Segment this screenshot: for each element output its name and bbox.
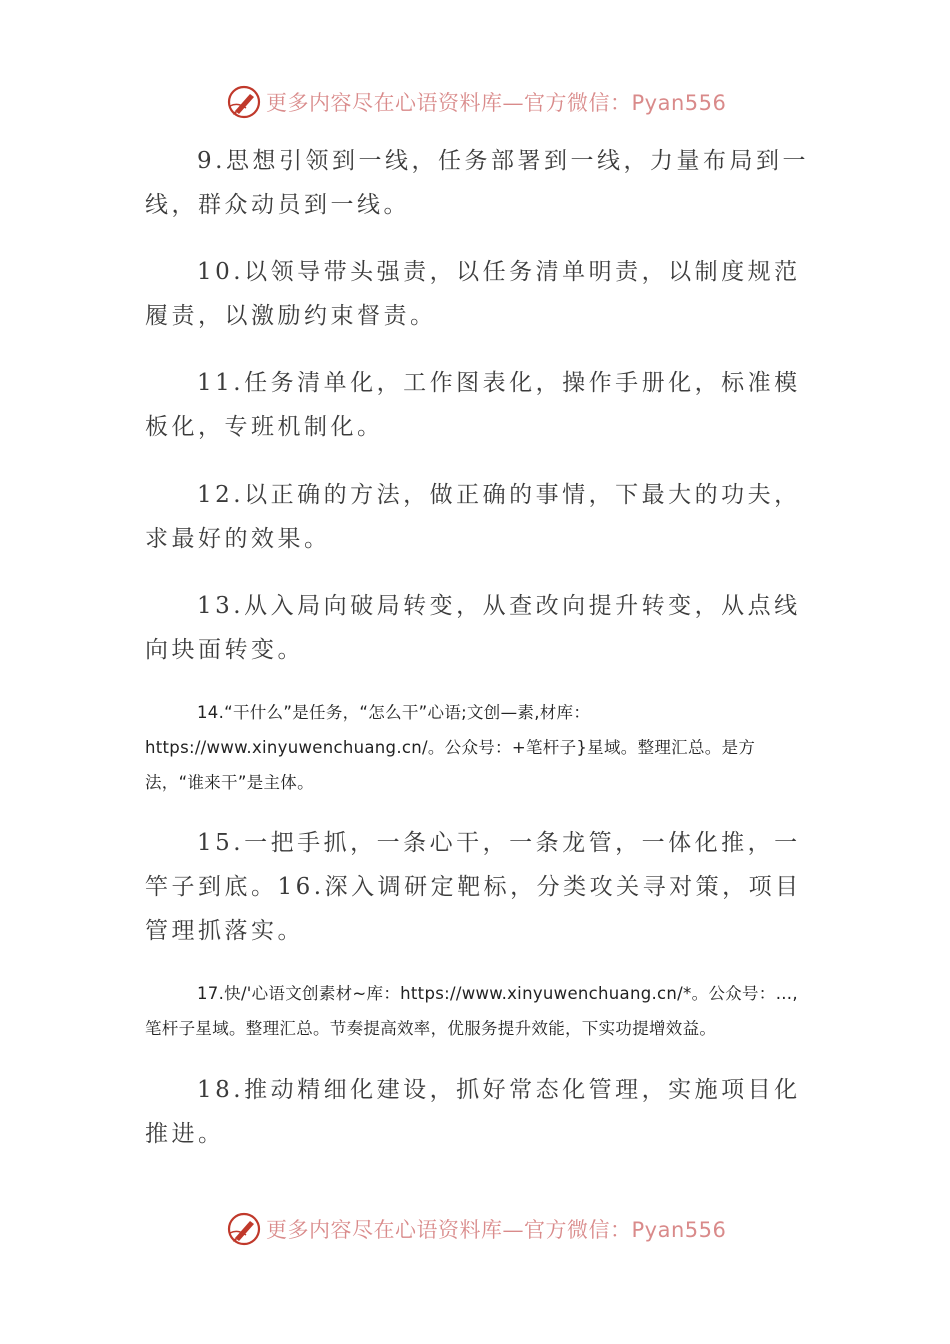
footer-banner-wechat-id: Pyan556 — [631, 1218, 727, 1242]
header-banner-cn: 更多内容尽在心语资料库—官方微信： — [266, 91, 632, 115]
paragraph-9: 9.思想引领到一线，任务部署到一线，力量布局到一线，群众动员到一线。 — [145, 148, 809, 218]
pen-logo-icon — [226, 84, 262, 120]
paragraph-13: 13.从入局向破局转变，从查改向提升转变，从点线向块面转变。 — [145, 593, 801, 663]
footer-banner — [226, 1209, 726, 1249]
header-banner — [226, 82, 726, 122]
footer-banner-cn: 更多内容尽在心语资料库—官方微信： — [266, 1218, 632, 1242]
paragraph-14: 14.“干什么”是任务，“怎么干”心语;文创—素,材库：https://www.xinyuwenchuang.cn/。公众号：+笔杆子}星域。整理汇总。是方法，“谁来干”是主体。 — [145, 703, 756, 792]
paragraph-18: 18.推动精细化建设，抓好常态化管理，实施项目化推进。 — [145, 1077, 801, 1147]
header-banner-text — [266, 87, 726, 117]
pen-logo-icon — [226, 1211, 262, 1247]
paragraph-15-16: 15.一把手抓，一条心干，一条龙管，一体化推，一竿子到底。16.深入调研定靶标，分类攻关寻对策，项目管理抓落实。 — [145, 830, 802, 944]
paragraph-17: 17.快/'心语文创素材~库：https://www.xinyuwenchuang.cn/*。公众号：…,笔杆子星域。整理汇总。节奏提高效率，优服务提升效能，下实功提增效益。 — [145, 984, 798, 1038]
footer-banner-text — [266, 1214, 726, 1244]
header-banner-wechat-id: Pyan556 — [631, 91, 727, 115]
paragraph-11: 11.任务清单化，工作图表化，操作手册化，标准模板化，专班机制化。 — [145, 370, 801, 440]
paragraph-10: 10.以领导带头强责，以任务清单明责，以制度规范履责，以激励约束督责。 — [145, 259, 801, 329]
paragraph-12: 12.以正确的方法，做正确的事情，下最大的功夫，求最好的效果。 — [145, 482, 801, 552]
